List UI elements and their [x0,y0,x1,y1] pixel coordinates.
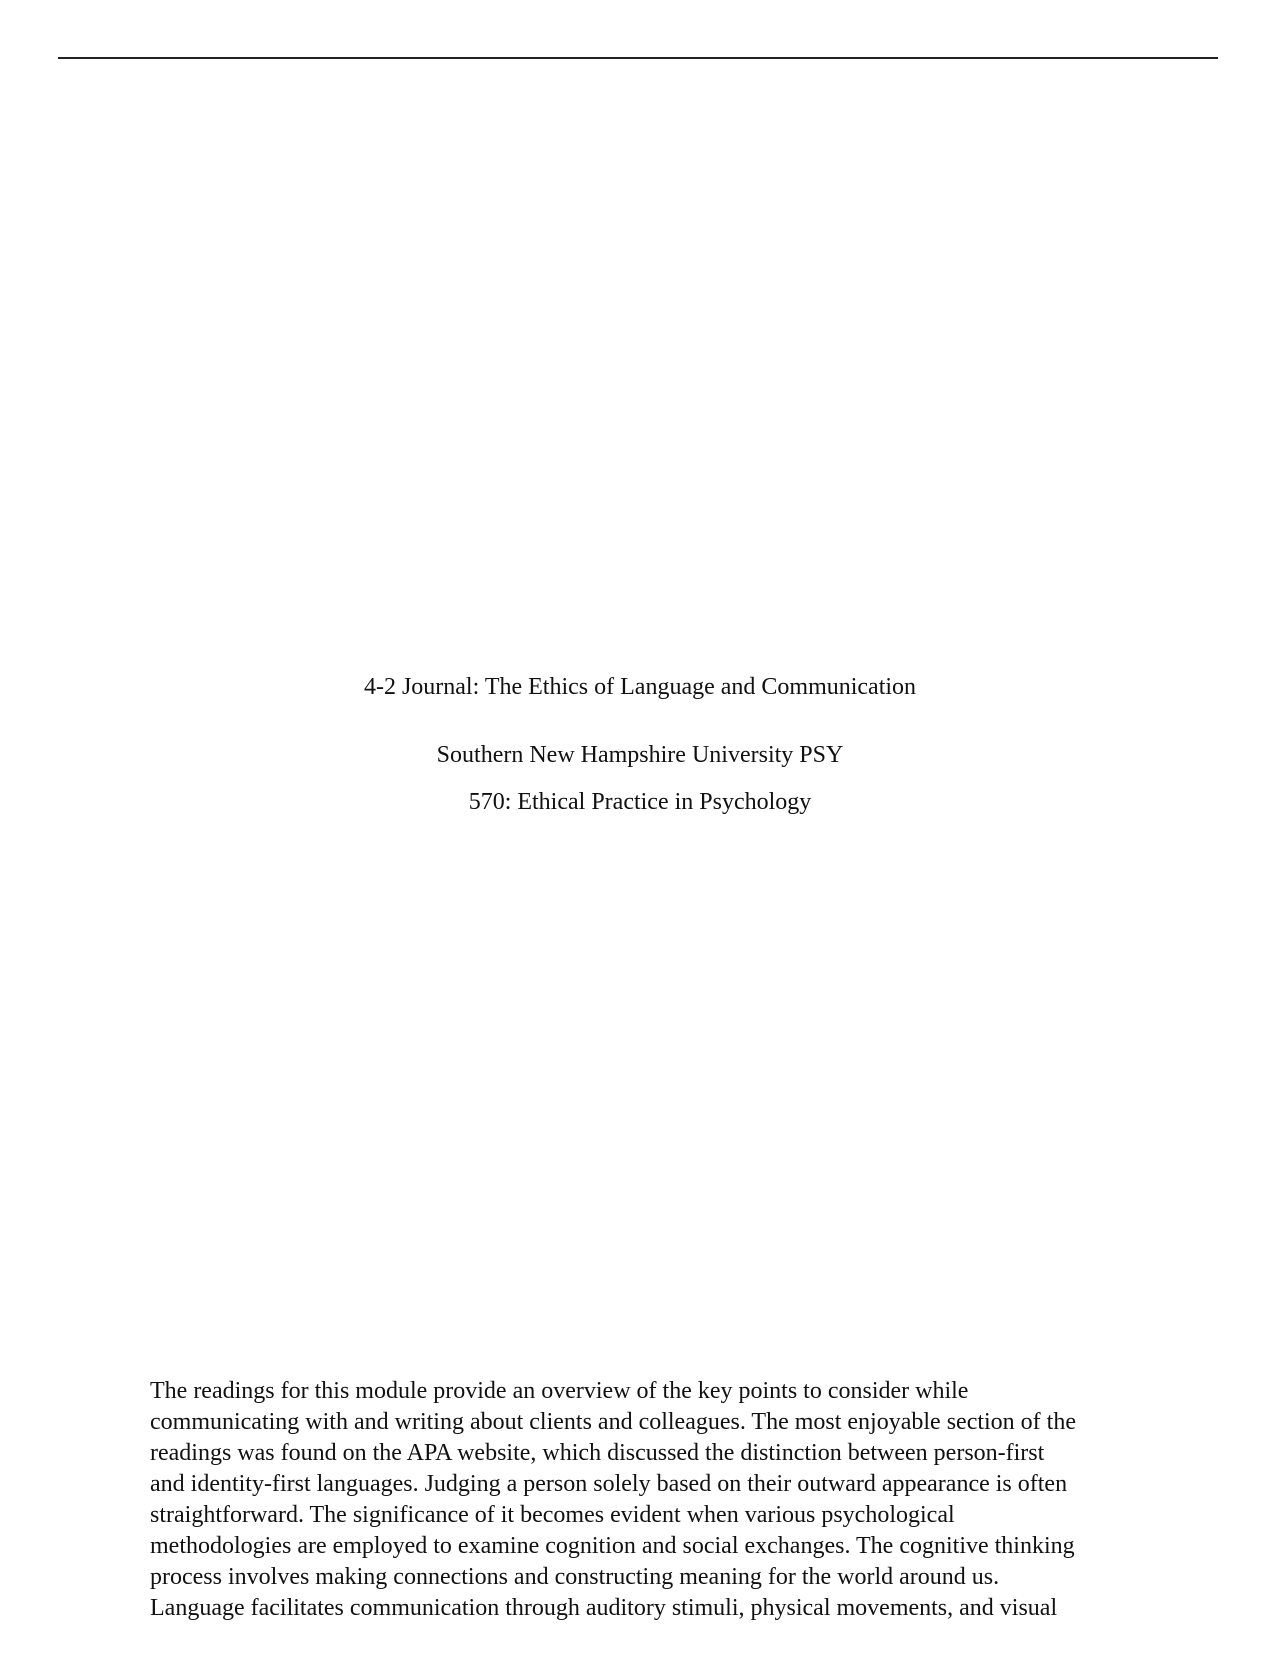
institution-line-1: Southern New Hampshire University PSY [436,742,844,768]
body-line: communicating with and writing about clients and colleagues. The most enjoyable section of the [150,1409,1076,1435]
body-line: methodologies are employed to examine cognition and social exchanges. The cognitive thinking [150,1533,1075,1559]
body-line: Language facilitates communication through auditory stimuli, physical movements, and visual [150,1595,1058,1621]
body-line: and identity-first languages. Judging a person solely based on their outward appearance is often [150,1471,1068,1497]
body-line: straightforward. The significance of it becomes evident when various psychological [150,1502,955,1528]
document-title: 4-2 Journal: The Ethics of Language and Communication [363,674,917,700]
header-rule [58,57,1218,59]
body-line: process involves making connections and constructing meaning for the world around us. [150,1564,1000,1590]
body-paragraph [150,1376,1150,1624]
body-line: readings was found on the APA website, which discussed the distinction between person-first [150,1440,1045,1466]
institution-line-2: 570: Ethical Practice in Psychology [468,789,812,815]
body-line: The readings for this module provide an overview of the key points to consider while [150,1378,969,1404]
